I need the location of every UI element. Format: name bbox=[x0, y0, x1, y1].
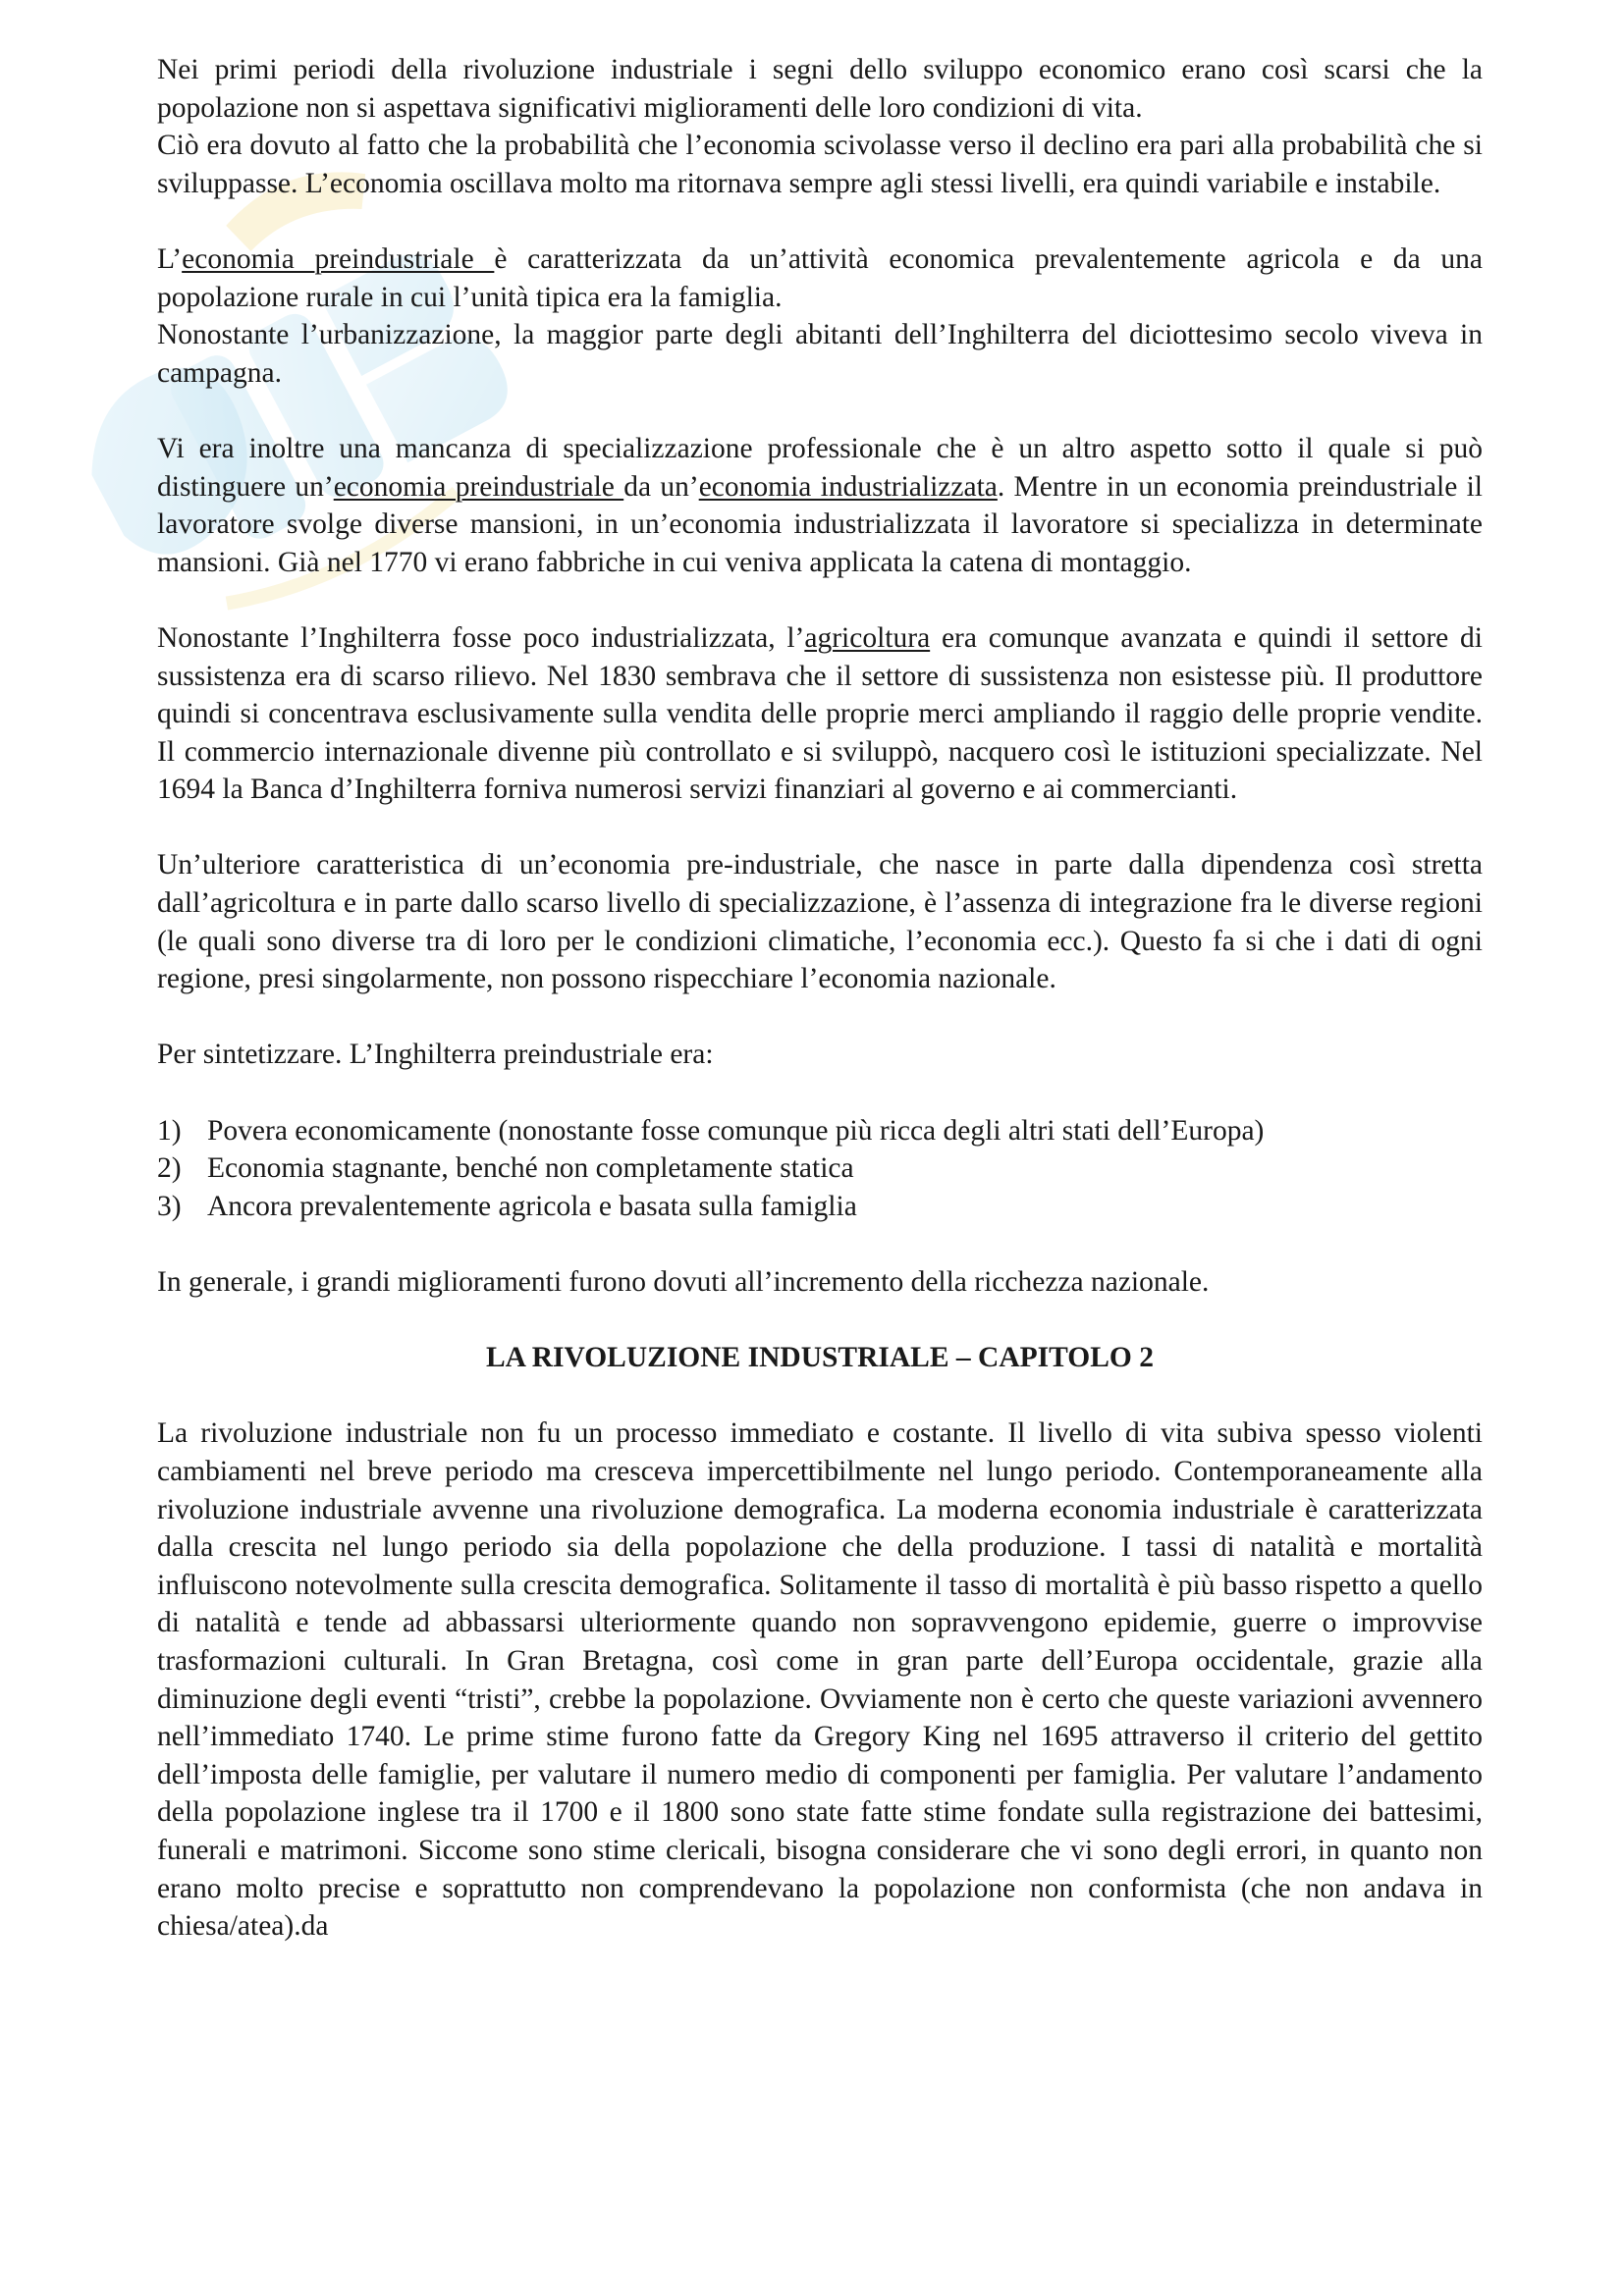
list-item bbox=[157, 1112, 1483, 1150]
underlined-term: agricoltura bbox=[804, 621, 931, 654]
paragraph-intro-line-2: Ciò era dovuto al fatto che la probabilità che l’economia scivolasse verso il declino era pari alla probabilità che si sviluppasse. L’economia oscillava molto ma ritornava sempre agli stessi livelli, era quindi variabile e instabile. bbox=[157, 130, 1483, 199]
list-item-text: Povera economicamente (nonostante fosse comunque più ricca degli altri stati dell’Europa) bbox=[207, 1114, 1265, 1147]
paragraph-specializzazione bbox=[157, 430, 1483, 581]
list-item bbox=[157, 1149, 1483, 1188]
paragraph-integrazione: Un’ulteriore caratteristica di un’economia pre-industriale, che nasce in parte dalla dipendenza così stretta dall’agricoltura e in parte dallo scarso livello di specializzazione, è l’assenza di integrazione fra le diverse regioni (le quali sono diverse tra di loro per le condizioni climatiche, l’economia ecc.). Questo fa si che i dati di ogni regione, presi singolarmente, non possono rispecchiare l’economia nazionale. bbox=[157, 849, 1483, 995]
text-segment: Vi era inoltre una mancanza di specializzazione professionale che è un altro aspetto sotto il quale si può distinguere un’ bbox=[157, 432, 1483, 503]
paragraph-intro bbox=[157, 51, 1483, 202]
summary-list bbox=[157, 1112, 1483, 1226]
text-segment: . Mentre in un economia preindustriale il lavoratore svolge diverse mansioni, in un’economia industrializzata il lavoratore si specializza in determinate mansioni. Già nel 1770 vi erano fabbriche in cui veniva applicata la catena di montaggio. bbox=[157, 470, 1483, 578]
underlined-term: economia preindustriale bbox=[333, 470, 624, 503]
text-segment: L’ bbox=[157, 242, 183, 275]
paragraph-conclusione: In generale, i grandi miglioramenti furono dovuti all’incremento della ricchezza nazionale. bbox=[157, 1266, 1210, 1298]
text-segment: era comunque avanzata e quindi il settore di sussistenza era di scarso rilievo. Nel 1830 sembrava che il settore di sussistenza non esistesse più. Il produttore quindi si concentrava esclusivamente sulla vendita delle proprie merci ampliando il raggio delle proprie vendite. Il commercio internazionale divenne più controllato e si sviluppò, nacquero così le istituzioni specializzate. Nel 1694 la Banca d’Inghilterra forniva numerosi servizi finanziari al governo e ai commercianti. bbox=[157, 621, 1483, 806]
document-page bbox=[157, 51, 1483, 1946]
text-segment: è caratterizzata da un’attività economica prevalentemente agricola e da una popolazione rurale in cui l’unità tipica era la famiglia. bbox=[157, 242, 1483, 313]
paragraph-urbanizzazione: Nonostante l’urbanizzazione, la maggior parte degli abitanti dell’Inghilterra del diciottesimo secolo viveva in campagna. bbox=[157, 319, 1483, 389]
paragraph-sintesi: Per sintetizzare. L’Inghilterra preindustriale era: bbox=[157, 1039, 714, 1071]
paragraph-capitolo-2: La rivoluzione industriale non fu un processo immediato e costante. Il livello di vita subiva spesso violenti cambiamenti nel breve periodo ma cresceva impercettibilmente nel lungo periodo. Contemporaneamente alla rivoluzione industriale avvenne una rivoluzione demografica. La moderna economia industriale è caratterizzata dalla crescita nel lungo periodo sia della popolazione che della produzione. I tassi di natalità e mortalità influiscono notevolmente sulla crescita demografica. Solitamente il tasso di mortalità è più basso rispetto a quello di natalità e tende ad abbassarsi ulteriormente quando non sopravvengono epidemie, guerre o improvvise trasformazioni culturali. In Gran Bretagna, così come in gran parte dell’Europa occidentale, grazie alla diminuzione degli eventi “tristi”, crebbe la popolazione. Ovviamente non è certo che queste variazioni avvennero nell’immediato 1740. Le prime stime furono fatte da Gregory King nel 1695 attraverso il criterio del gettito dell’imposta delle famiglie, per valutare il numero medio di componenti per famiglia. Per valutare l’andamento della popolazione inglese tra il 1700 e il 1800 sono state fatte stime fondate sulla registrazione dei battesimi, funerali e matrimoni. Siccome sono stime clericali, bisogna considerare che vi sono degli errori, in quanto non erano molto precise e soprattutto non comprendevano la popolazione non conformista (che non andava in chiesa/atea).da bbox=[157, 1417, 1483, 1943]
list-item-number: 2) bbox=[157, 1152, 182, 1185]
paragraph-agricoltura bbox=[157, 619, 1483, 809]
chapter-heading: LA RIVOLUZIONE INDUSTRIALE – CAPITOLO 2 bbox=[486, 1342, 1154, 1374]
list-item bbox=[157, 1188, 1483, 1226]
list-item-text: Ancora prevalentemente agricola e basata sulla famiglia bbox=[207, 1190, 857, 1222]
list-item-number: 1) bbox=[157, 1114, 182, 1147]
paragraph-economia-preindustriale bbox=[157, 240, 1483, 392]
paragraph-intro-line-1: Nei primi periodi della rivoluzione industriale i segni dello sviluppo economico erano così scarsi che la popolazione non si aspettava significativi miglioramenti delle loro condizioni di vita. bbox=[157, 54, 1483, 124]
text-segment: Nonostante l’Inghilterra fosse poco industrializzata, l’ bbox=[157, 621, 805, 654]
text-segment: da un’ bbox=[623, 470, 699, 503]
underlined-term: economia industrializzata bbox=[698, 470, 998, 503]
list-item-text: Economia stagnante, benché non completamente statica bbox=[207, 1152, 854, 1185]
list-item-number: 3) bbox=[157, 1190, 182, 1222]
underlined-term: economia preindustriale bbox=[182, 242, 495, 275]
